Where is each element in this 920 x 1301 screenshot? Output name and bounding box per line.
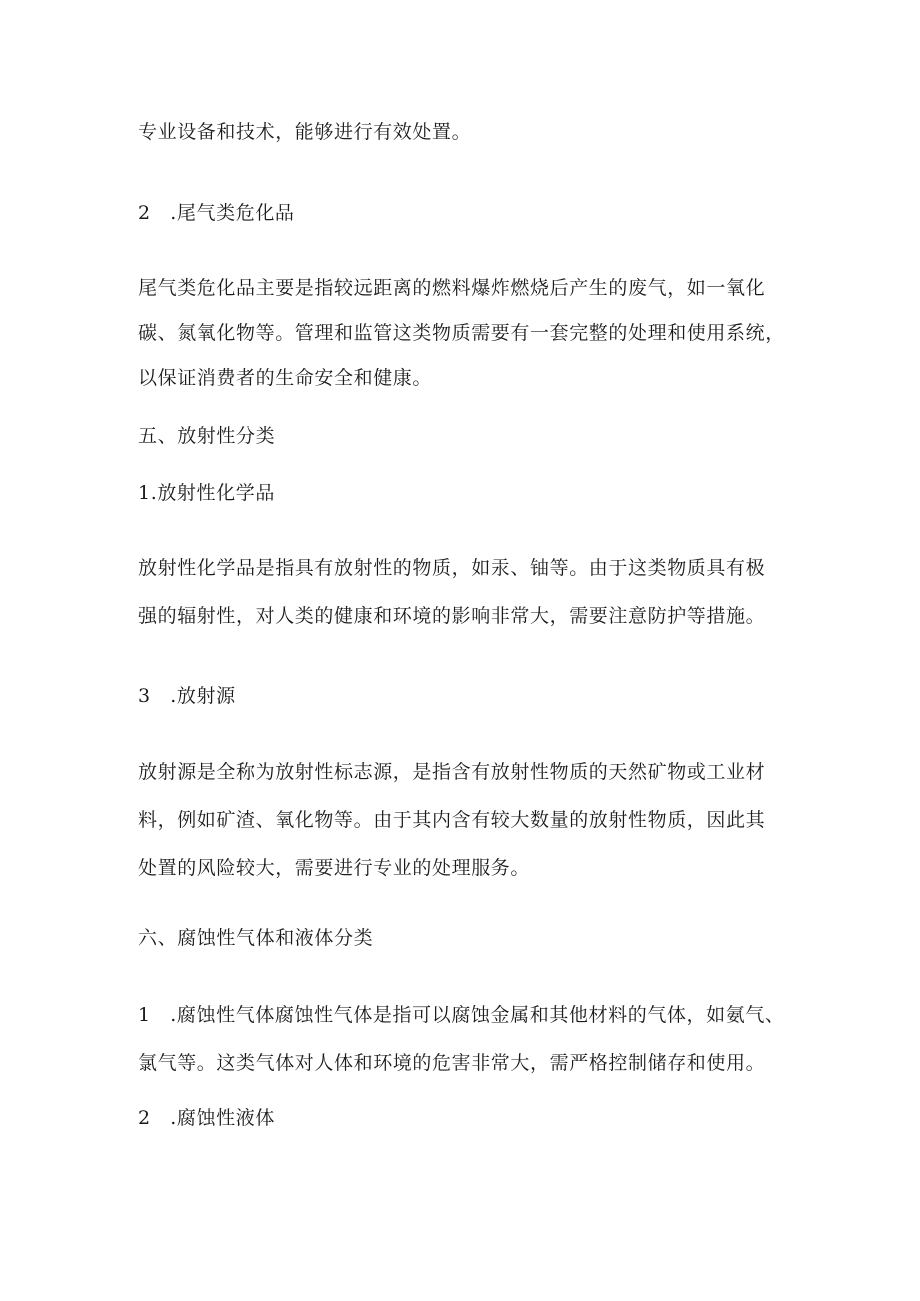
subheading-exhaust-hazmat: 2 .尾气类危化品 bbox=[138, 202, 295, 224]
paragraph-line: 料，例如矿渣、氧化物等。由于其内含有较大数量的放射性物质，因此其 bbox=[138, 809, 766, 831]
paragraph-line: 1 .腐蚀性气体腐蚀性气体是指可以腐蚀金属和其他材料的气体，如氨气、 bbox=[138, 1004, 785, 1026]
paragraph-radioactive-chemicals bbox=[138, 556, 798, 652]
paragraph-line: 放射性化学品是指具有放射性的物质，如汞、铀等。由于这类物质具有极 bbox=[138, 557, 766, 579]
paragraph-continuation: 专业设备和技术，能够进行有效处置。 bbox=[138, 121, 472, 143]
paragraph-line: 碳、氮氧化物等。管理和监管这类物质需要有一套完整的处理和使用系统， bbox=[138, 322, 785, 344]
paragraph-line: 放射源是全称为放射性标志源，是指含有放射性物质的天然矿物或工业材 bbox=[138, 761, 766, 783]
paragraph-exhaust-hazmat bbox=[138, 276, 798, 411]
subheading-radioactive-chemicals: 1.放射性化学品 bbox=[138, 482, 275, 504]
paragraph-line: 尾气类危化品主要是指较远距离的燃料爆炸燃烧后产生的废气，如一氧化 bbox=[138, 277, 766, 299]
section-heading-corrosive: 六、腐蚀性气体和液体分类 bbox=[138, 927, 374, 949]
paragraph-line: 以保证消费者的生命安全和健康。 bbox=[138, 367, 433, 389]
paragraph-radioactive-source bbox=[138, 760, 798, 904]
paragraph-line: 处置的风险较大，需要进行专业的处理服务。 bbox=[138, 857, 531, 879]
section-heading-radioactive: 五、放射性分类 bbox=[138, 425, 276, 447]
subheading-radioactive-source: 3 .放射源 bbox=[138, 685, 236, 707]
subheading-corrosive-liquid: 2 .腐蚀性液体 bbox=[138, 1107, 275, 1129]
paragraph-line: 强的辐射性，对人类的健康和环境的影响非常大，需要注意防护等措施。 bbox=[138, 605, 766, 627]
paragraph-line: 氯气等。这类气体对人体和环境的危害非常大，需严格控制储存和使用。 bbox=[138, 1052, 766, 1074]
paragraph-corrosive-gas bbox=[138, 1003, 798, 1099]
